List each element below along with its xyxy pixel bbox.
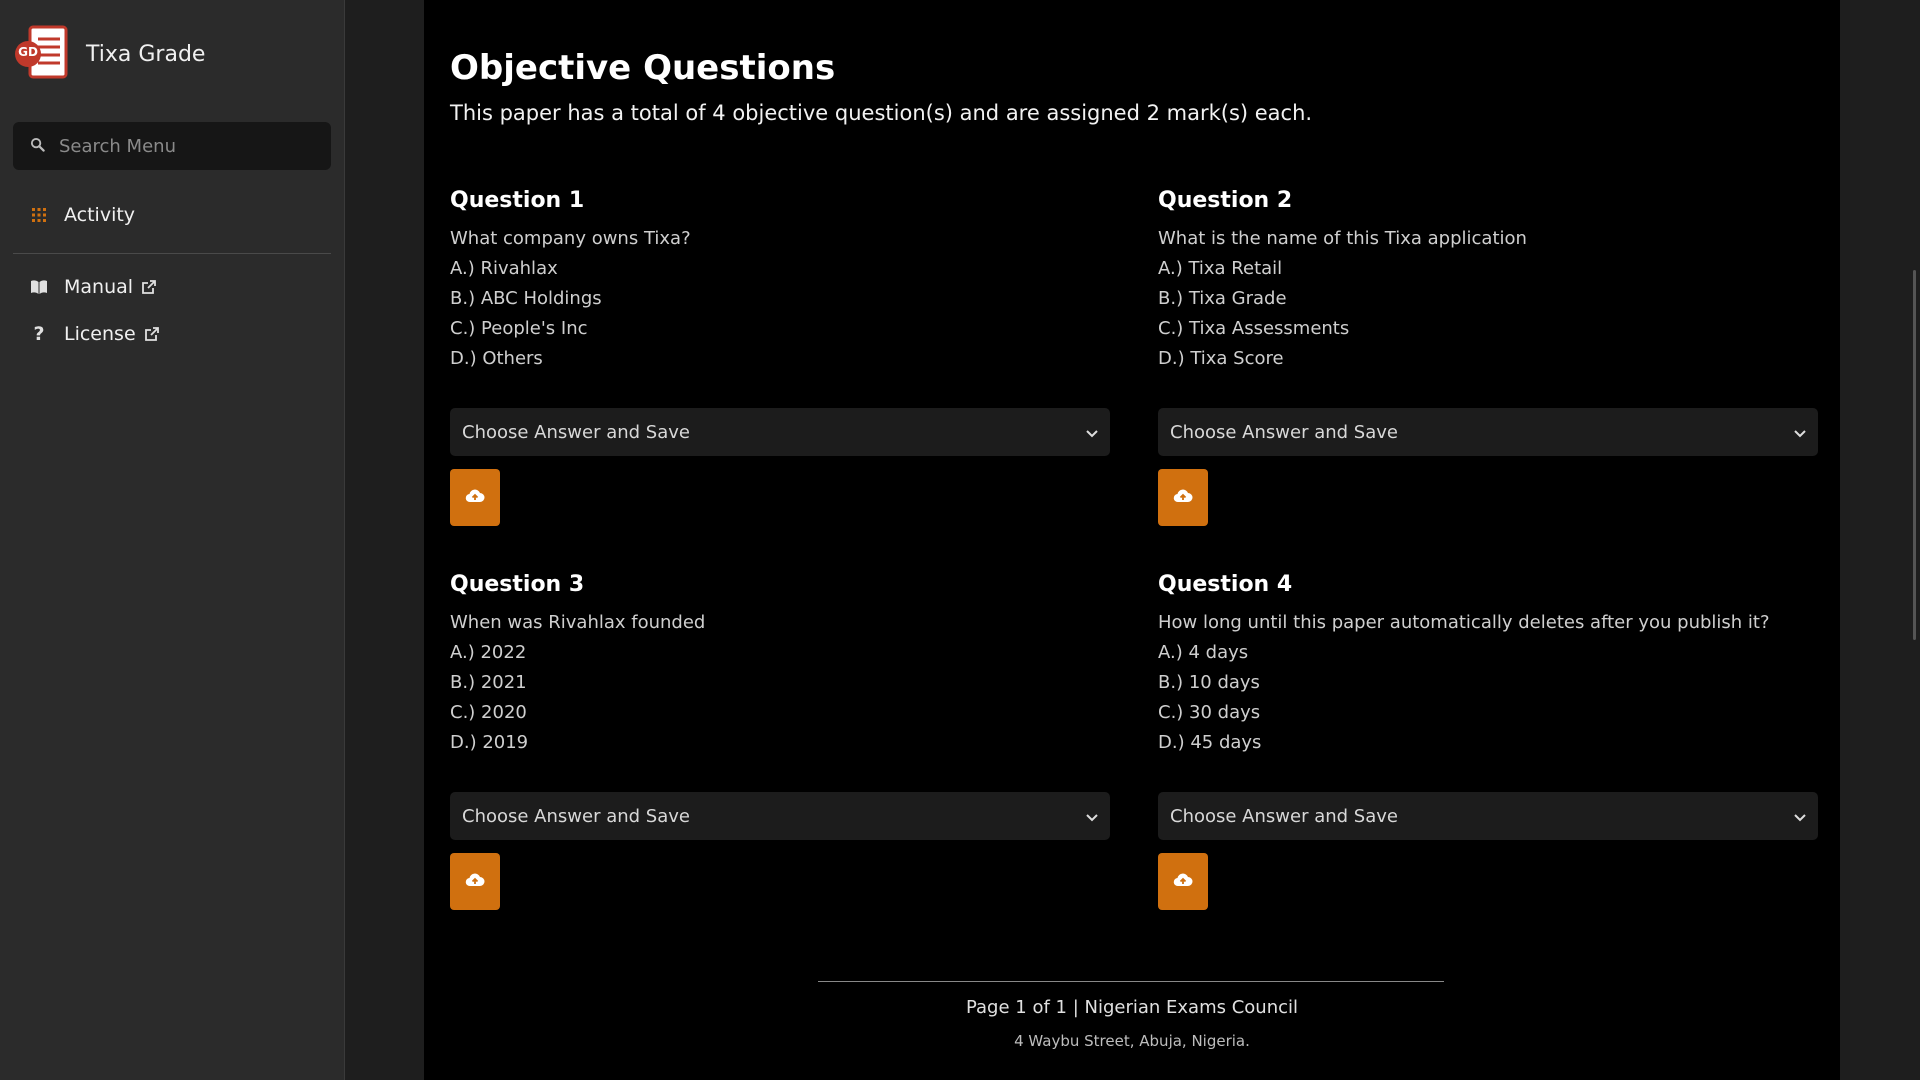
answer-select-value: Choose Answer and Save — [1170, 421, 1398, 443]
option-d: D.) Others — [450, 348, 543, 369]
question-card — [450, 188, 1110, 526]
option-d: D.) 45 days — [1158, 732, 1262, 753]
option-a: A.) 2022 — [450, 642, 527, 663]
option-b: B.) 10 days — [1158, 672, 1260, 693]
scrollbar[interactable] — [1913, 270, 1916, 640]
sidebar-item-license[interactable] — [28, 323, 160, 345]
chevron-down-icon — [1794, 422, 1806, 443]
cloud-upload-icon — [1173, 488, 1193, 507]
brand[interactable] — [14, 24, 205, 84]
page-subtitle: This paper has a total of 4 objective question(s) and are assigned 2 mark(s) each. — [450, 101, 1313, 125]
question-text: How long until this paper automatically deletes after you publish it? — [1158, 612, 1770, 633]
book-icon — [28, 279, 50, 295]
external-link-icon — [144, 326, 160, 342]
chevron-down-icon — [1086, 422, 1098, 443]
search-input[interactable] — [59, 136, 309, 157]
option-c: C.) Tixa Assessments — [1158, 318, 1350, 339]
option-a: A.) Tixa Retail — [1158, 258, 1283, 279]
footer-address: 4 Waybu Street, Abuja, Nigeria. — [1014, 1032, 1250, 1050]
option-c: C.) 30 days — [1158, 702, 1261, 723]
question-title: Question 2 — [1158, 188, 1293, 213]
main-content — [424, 0, 1840, 1080]
footer-divider — [818, 981, 1444, 982]
grid-icon — [28, 207, 50, 223]
sidebar-divider — [13, 253, 331, 254]
question-title: Question 1 — [450, 188, 585, 213]
answer-select[interactable] — [1158, 792, 1818, 840]
question-card — [1158, 572, 1818, 910]
option-d: D.) Tixa Score — [1158, 348, 1284, 369]
option-a: A.) Rivahlax — [450, 258, 558, 279]
answer-select-value: Choose Answer and Save — [462, 421, 690, 443]
chevron-down-icon — [1086, 806, 1098, 827]
question-card — [450, 572, 1110, 910]
sidebar-item-label: Manual — [64, 276, 134, 298]
option-d: D.) 2019 — [450, 732, 529, 753]
answer-select-value: Choose Answer and Save — [462, 805, 690, 827]
sidebar-item-manual[interactable] — [28, 276, 157, 298]
search-icon — [30, 137, 45, 156]
cloud-upload-icon — [1173, 872, 1193, 891]
option-c: C.) 2020 — [450, 702, 527, 723]
sidebar-item-label: Activity — [64, 204, 136, 226]
answer-select[interactable] — [450, 792, 1110, 840]
cloud-upload-icon — [465, 488, 485, 507]
sidebar-item-activity[interactable] — [28, 204, 135, 226]
tixa-logo-icon — [14, 24, 74, 84]
question-card — [1158, 188, 1818, 526]
option-a: A.) 4 days — [1158, 642, 1249, 663]
answer-select[interactable] — [450, 408, 1110, 456]
question-text: What is the name of this Tixa application — [1158, 228, 1527, 249]
question-title: Question 4 — [1158, 572, 1293, 597]
save-answer-button[interactable] — [450, 469, 500, 526]
logo-badge-text: GD — [18, 45, 38, 59]
footer-page-info: Page 1 of 1 | Nigerian Exams Council — [965, 997, 1298, 1018]
save-answer-button[interactable] — [450, 853, 500, 910]
answer-select-value: Choose Answer and Save — [1170, 805, 1398, 827]
answer-select[interactable] — [1158, 408, 1818, 456]
cloud-upload-icon — [465, 872, 485, 891]
page-title: Objective Questions — [450, 48, 836, 88]
sidebar — [0, 0, 345, 1080]
search-menu[interactable] — [13, 122, 331, 170]
option-b: B.) ABC Holdings — [450, 288, 602, 309]
option-b: B.) Tixa Grade — [1158, 288, 1287, 309]
question-title: Question 3 — [450, 572, 585, 597]
sidebar-item-label: License — [64, 323, 136, 345]
question-text: What company owns Tixa? — [450, 228, 691, 249]
save-answer-button[interactable] — [1158, 469, 1208, 526]
save-answer-button[interactable] — [1158, 853, 1208, 910]
chevron-down-icon — [1794, 806, 1806, 827]
question-icon: ? — [33, 323, 45, 345]
external-link-icon — [141, 279, 157, 295]
option-c: C.) People's Inc — [450, 318, 588, 339]
app-name: Tixa Grade — [86, 41, 206, 67]
option-b: B.) 2021 — [450, 672, 527, 693]
question-text: When was Rivahlax founded — [450, 612, 706, 633]
